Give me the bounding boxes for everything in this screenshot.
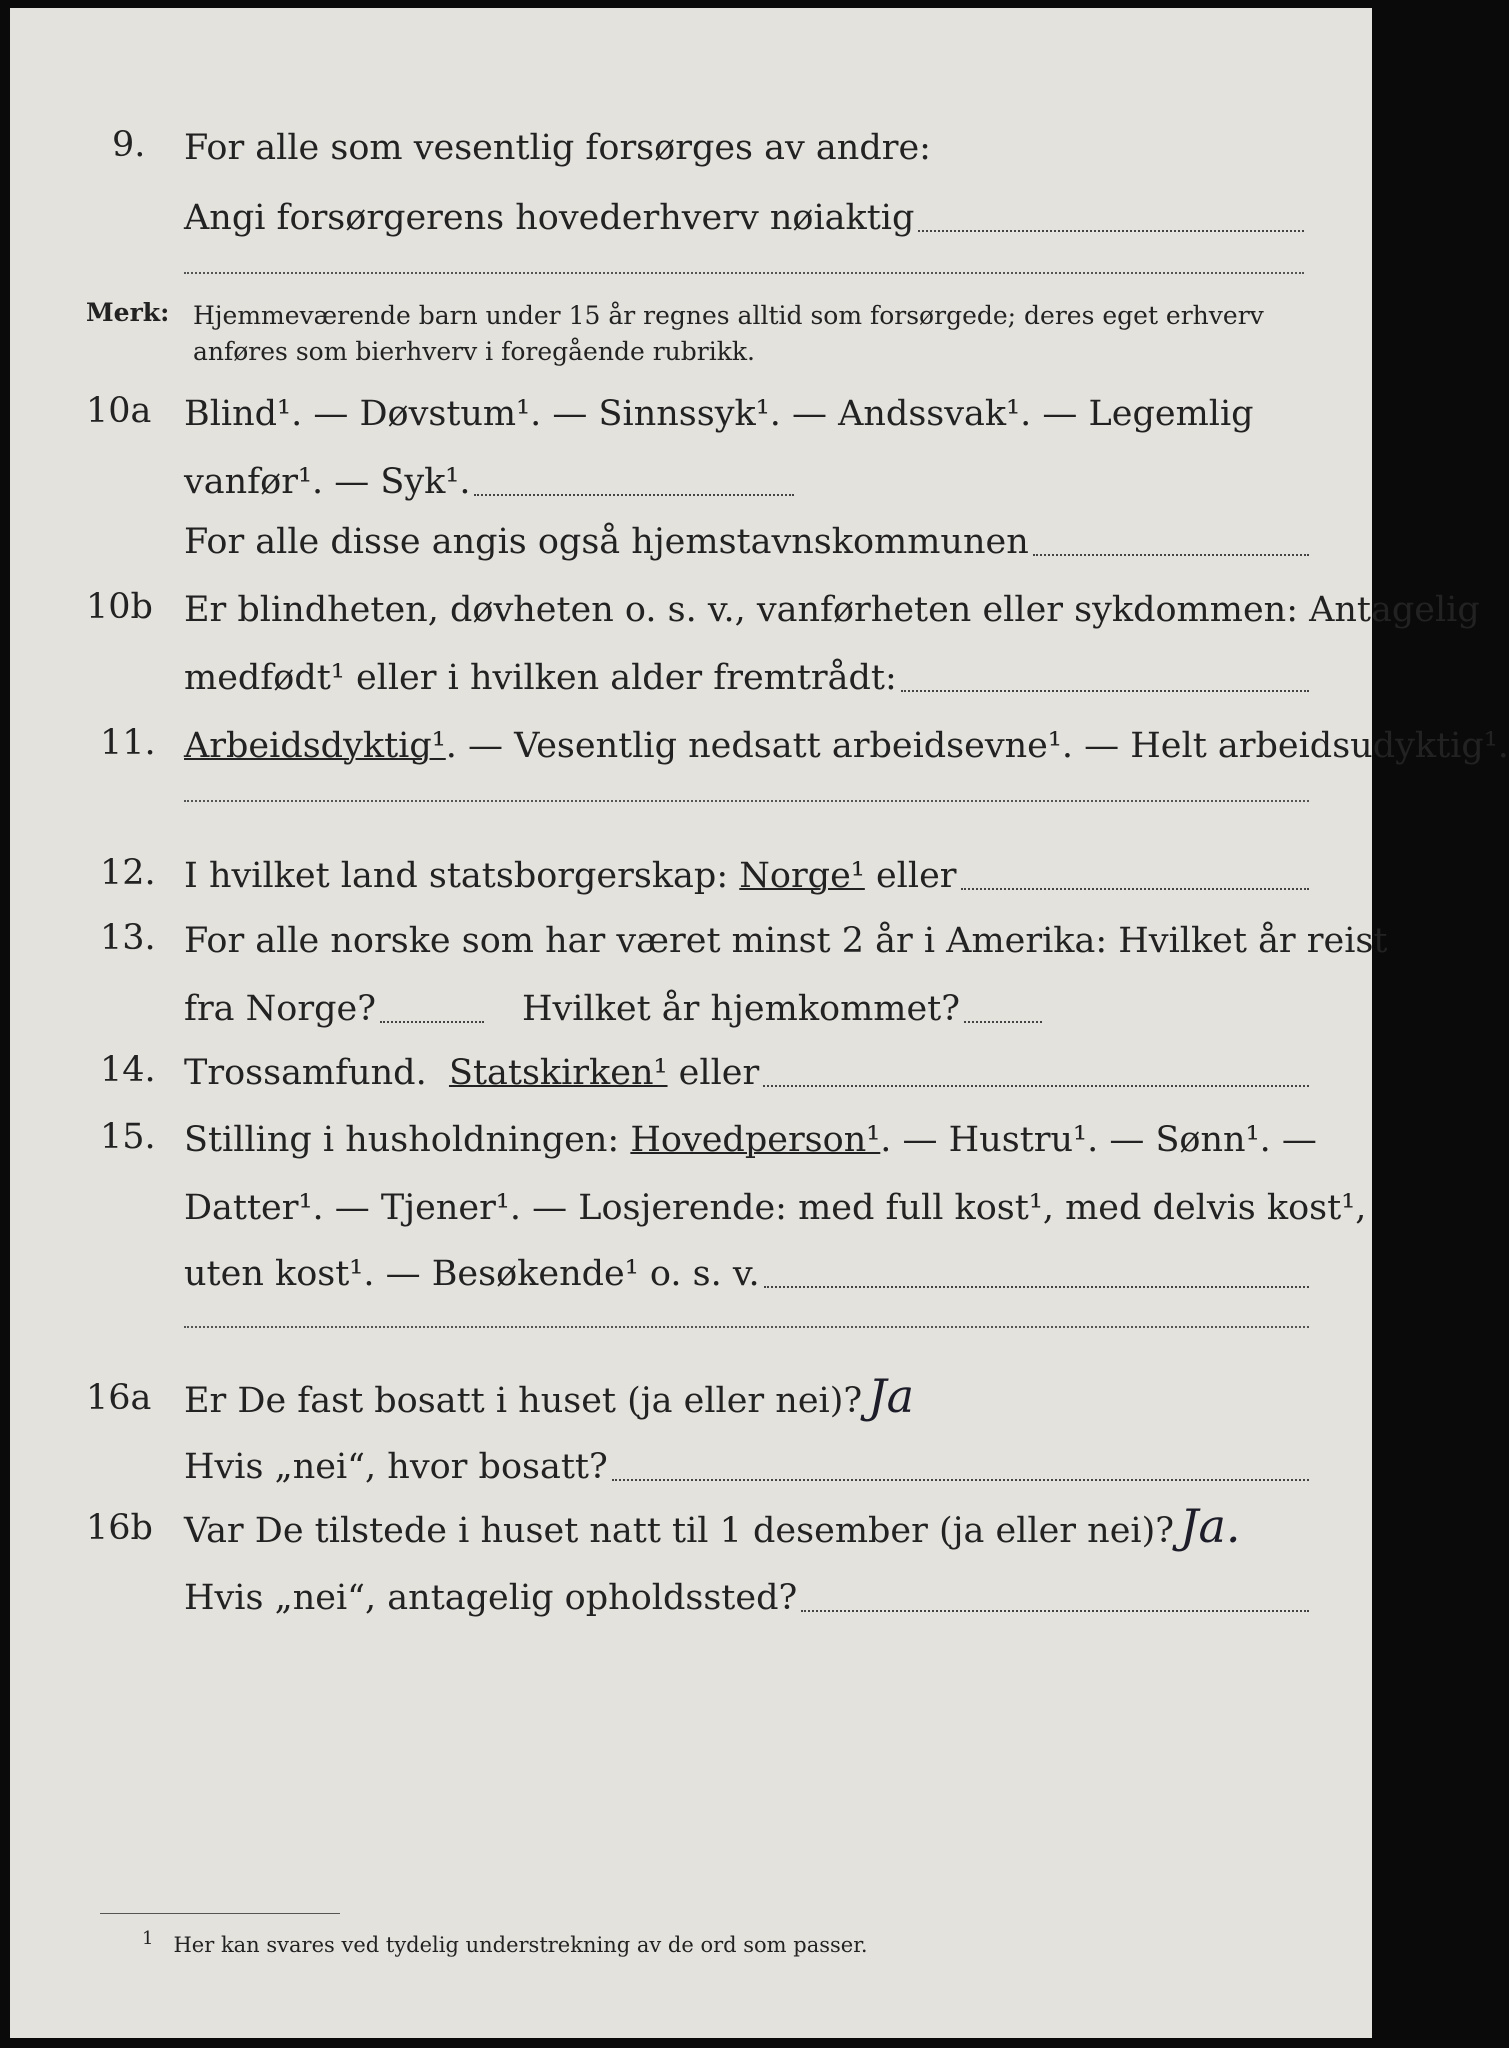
q16b-text: Var De tilstede i huset natt til 1 desember (ja eller nei)?: [184, 1511, 1175, 1551]
q11-options: . — Vesentlig nedsatt arbeidsevne¹. — Helt arbeidsudyktig¹.: [445, 726, 1509, 766]
question-number: 12.: [100, 853, 156, 893]
q10a-home-municipality-label: For alle disse angis også hjemstavnskommunen: [184, 522, 1029, 562]
question-number: 16b: [86, 1508, 153, 1548]
q14-answer-field[interactable]: [763, 1083, 1309, 1087]
q15-line1: [184, 1114, 1317, 1160]
q13-departure-field[interactable]: [380, 1019, 484, 1023]
merk-label: Merk:: [86, 298, 170, 327]
q16b-whereabouts-field[interactable]: [801, 1608, 1309, 1612]
question-number: 10a: [86, 391, 152, 431]
q15-text: Stilling i husholdningen:: [184, 1120, 620, 1160]
q10b-line2: [184, 652, 1309, 696]
q14-option-underlined: Statskirken¹: [448, 1053, 668, 1093]
q11-line1: [184, 720, 1509, 766]
q16a-line1: [184, 1369, 984, 1423]
question-number: 16a: [86, 1378, 152, 1418]
q12-answer-field[interactable]: [961, 886, 1309, 890]
q14-line: [184, 1047, 1309, 1091]
q16b-line2: [184, 1572, 1309, 1616]
q10b-answer-field[interactable]: [901, 688, 1309, 692]
q9-line2: [184, 192, 1304, 236]
q12-text: I hvilket land statsborgerskap:: [184, 856, 729, 896]
q9-text: For alle som vesentlig forsørges av andre:: [184, 128, 931, 168]
q15-option-underlined: Hovedperson¹: [630, 1120, 881, 1160]
q10a-municipality-field[interactable]: [1033, 552, 1309, 556]
q10b-text2: medfødt¹ eller i hvilken alder fremtrådt:: [184, 658, 897, 698]
q15-answer-field[interactable]: [764, 1284, 1309, 1288]
census-form-page: [10, 8, 1509, 2038]
q16a-residence-field[interactable]: [612, 1477, 1309, 1481]
q10a-options: Blind¹. — Døvstum¹. — Sinnssyk¹. — Andssvak¹. — Legemlig: [184, 394, 1254, 434]
q15-extra-field[interactable]: [184, 1326, 1309, 1328]
q13-line1: [184, 915, 1388, 961]
q10a-line3: [184, 516, 1309, 560]
q9-answer-field[interactable]: [918, 228, 1304, 232]
question-number: 15.: [100, 1117, 156, 1157]
q16a-residence-label: Hvis „nei“, hvor bosatt?: [184, 1447, 608, 1487]
q16a-line2: [184, 1441, 1309, 1485]
q13-return-field[interactable]: [964, 1019, 1042, 1023]
q10b-text: Er blindheten, døvheten o. s. v., vanførheten eller sykdommen: Antagelig: [184, 590, 1480, 630]
question-number: 14.: [100, 1050, 156, 1090]
q12-option-underlined: Norge¹: [739, 856, 865, 896]
q13-return-label: Hvilket år hjemkommet?: [522, 989, 961, 1029]
q16a-text: Er De fast bosatt i huset (ja eller nei)?: [184, 1381, 863, 1421]
merk-line1: Hjemmeværende barn under 15 år regnes alltid som forsørgede; deres eget erhverv: [193, 301, 1264, 330]
q11-option-underlined: Arbeidsdyktig¹: [184, 726, 446, 766]
q12-or: eller: [875, 856, 957, 896]
q16b-line1: [184, 1499, 1309, 1553]
q9-extra-field[interactable]: [184, 272, 1304, 274]
q16a-handwritten-answer: Ja: [868, 1369, 915, 1423]
q14-or: eller: [678, 1053, 760, 1093]
merk-line2: anføres som bierhverv i foregående rubrikk.: [193, 337, 755, 366]
question-number: 10b: [86, 587, 153, 627]
q9-line1: [184, 122, 1304, 166]
q15-options: . — Hustru¹. — Sønn¹. —: [880, 1120, 1317, 1160]
question-number: 11.: [100, 723, 156, 763]
q9-provider-label: Angi forsørgerens hovederhverv nøiaktig: [184, 198, 915, 238]
q15-line2: [184, 1182, 1367, 1228]
q12-line: [184, 850, 1309, 894]
q10a-answer-field[interactable]: [474, 492, 794, 496]
q13-departure-label: fra Norge?: [184, 989, 376, 1029]
q10b-line1: [184, 584, 1480, 630]
q11-extra-field[interactable]: [184, 800, 1309, 802]
footnote-text: Her kan svares ved tydelig understrekning av de ord som passer.: [173, 1933, 868, 1957]
question-number: 9.: [112, 125, 146, 165]
footnote-divider: [100, 1913, 340, 1914]
q15-line3: [184, 1248, 1309, 1292]
q16b-handwritten-answer: Ja.: [1180, 1499, 1241, 1553]
q14-text: Trossamfund.: [184, 1053, 427, 1093]
question-number: 13.: [100, 918, 156, 958]
footnote: [142, 1928, 868, 1957]
q15-options2: Datter¹. — Tjener¹. — Losjerende: med full kost¹, med delvis kost¹,: [184, 1188, 1367, 1228]
q10a-options2: vanfør¹. — Syk¹.: [184, 462, 471, 502]
q15-options3: uten kost¹. — Besøkende¹ o. s. v.: [184, 1254, 760, 1294]
q16b-whereabouts-label: Hvis „nei“, antagelig opholdssted?: [184, 1578, 798, 1618]
q13-line2b: [522, 983, 1042, 1027]
q13-text: For alle norske som har været minst 2 år i Amerika: Hvilket år reist: [184, 921, 1388, 961]
q13-line2a: [184, 983, 484, 1027]
q10a-line1: [184, 388, 1309, 432]
footnote-mark: 1: [142, 1928, 154, 1949]
q10a-line2: [184, 456, 794, 500]
